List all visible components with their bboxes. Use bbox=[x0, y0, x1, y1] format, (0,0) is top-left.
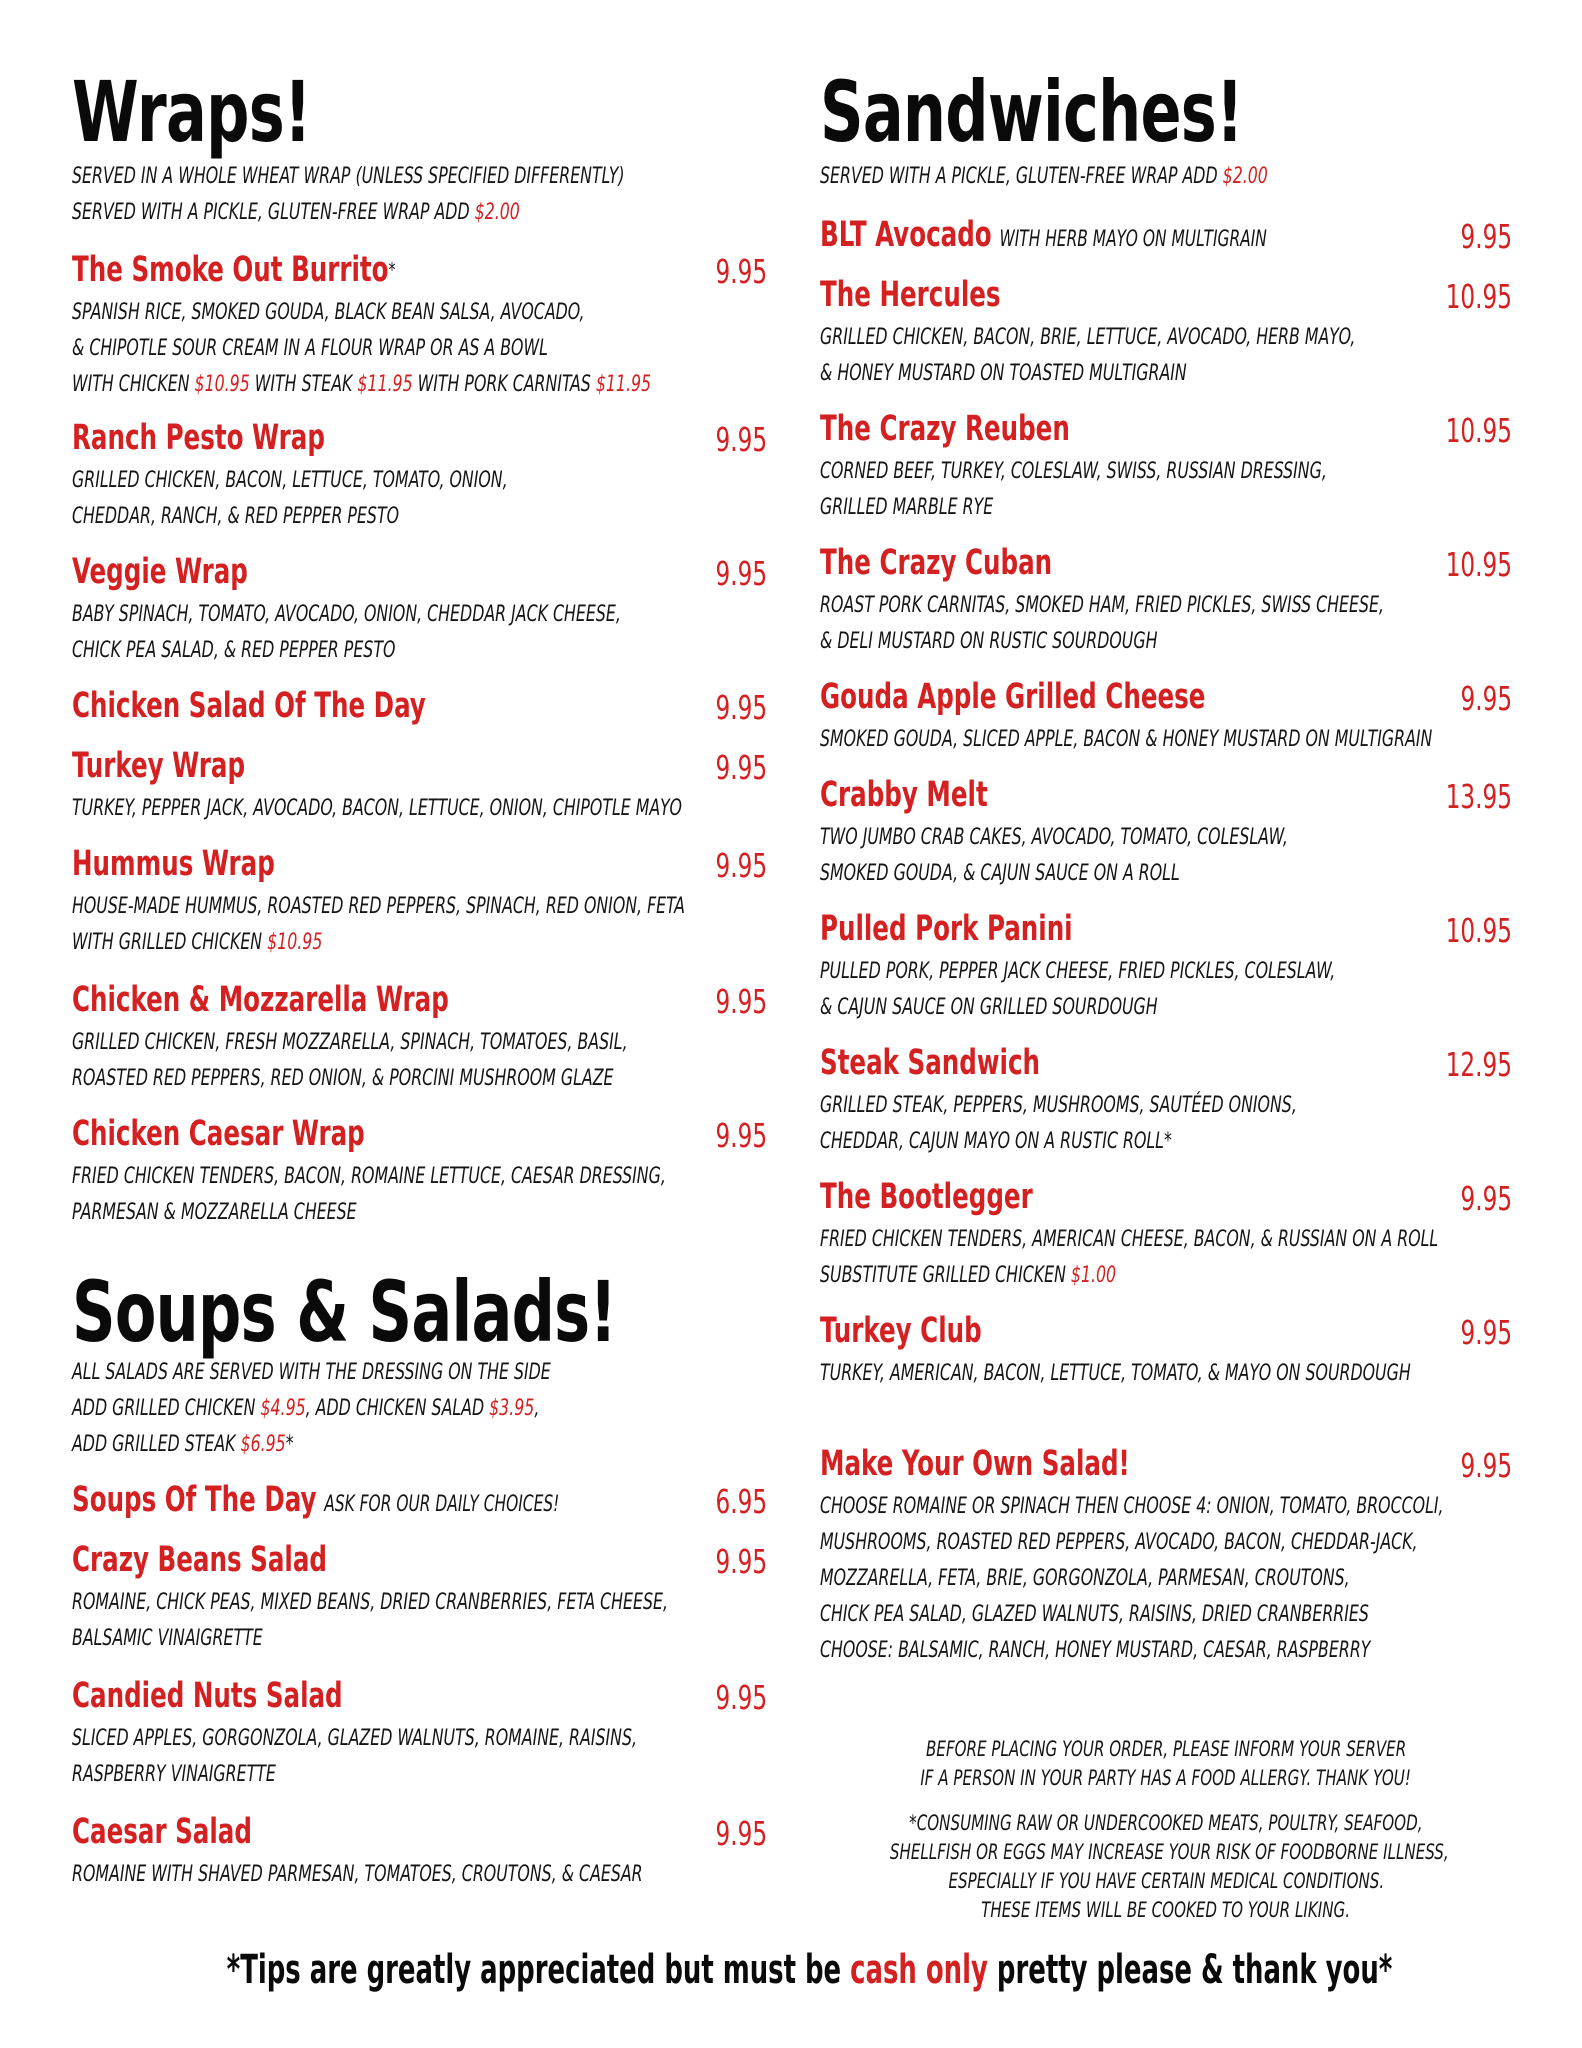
ranch-pesto-wrap-price: 9.95 bbox=[715, 420, 767, 459]
chicken-caesar-wrap-desc-2: PARMESAN & MOZZARELLA CHEESE bbox=[72, 1199, 357, 1225]
steak-sandwich-title: Steak Sandwich bbox=[820, 1043, 1041, 1083]
tips-banner bbox=[0, 1945, 1582, 1995]
gouda-apple-grilled-cheese-desc-1: SMOKED GOUDA, SLICED APPLE, BACON & HONEY MUSTARD ON MULTIGRAIN bbox=[820, 726, 1433, 752]
crabby-melt-desc-2: SMOKED GOUDA, & CAJUN SAUCE ON A ROLL bbox=[820, 860, 1180, 886]
pulled-pork-panini-title: Pulled Pork Panini bbox=[820, 909, 1073, 949]
ranch-pesto-wrap-title: Ranch Pesto Wrap bbox=[72, 418, 325, 458]
chicken-caesar-wrap-desc-1: FRIED CHICKEN TENDERS, BACON, ROMAINE LETTUCE, CAESAR DRESSING, bbox=[72, 1163, 666, 1189]
consume-note-line-3: ESPECIALLY IF YOU HAVE CERTAIN MEDICAL CONDITIONS. bbox=[948, 1869, 1384, 1893]
crabby-melt-title: Crabby Melt bbox=[820, 775, 988, 815]
hercules-desc-2: & HONEY MUSTARD ON TOASTED MULTIGRAIN bbox=[820, 360, 1187, 386]
turkey-club-title: Turkey Club bbox=[820, 1311, 982, 1351]
chicken-caesar-wrap-title: Chicken Caesar Wrap bbox=[72, 1114, 365, 1154]
bootlegger-price: 9.95 bbox=[1460, 1179, 1512, 1218]
make-your-own-salad-title: Make Your Own Salad! bbox=[820, 1444, 1130, 1484]
crazy-reuben-title: The Crazy Reuben bbox=[820, 409, 1070, 449]
soups-of-the-day-title: Soups Of The Day ASK FOR OUR DAILY CHOICES! bbox=[72, 1480, 560, 1520]
soups-salads-heading: Soups & Salads! bbox=[72, 1263, 617, 1361]
crazy-reuben-desc-2: GRILLED MARBLE RYE bbox=[820, 494, 994, 520]
crazy-beans-salad-price: 9.95 bbox=[715, 1542, 767, 1581]
crazy-beans-salad-title: Crazy Beans Salad bbox=[72, 1540, 327, 1580]
turkey-club-desc-1: TURKEY, AMERICAN, BACON, LETTUCE, TOMATO, & MAYO ON SOURDOUGH bbox=[820, 1360, 1411, 1386]
blt-avocado-title: BLT Avocado WITH HERB MAYO ON MULTIGRAIN bbox=[820, 215, 1267, 255]
smoke-out-burrito-title: The Smoke Out Burrito* bbox=[72, 250, 396, 290]
allergy-note-line-2: IF A PERSON IN YOUR PARTY HAS A FOOD ALLERGY. THANK YOU! bbox=[920, 1766, 1412, 1790]
candied-nuts-salad-desc-1: SLICED APPLES, GORGONZOLA, GLAZED WALNUTS, ROMAINE, RAISINS, bbox=[72, 1725, 638, 1751]
make-your-own-salad-price: 9.95 bbox=[1460, 1446, 1512, 1485]
turkey-wrap-price: 9.95 bbox=[715, 748, 767, 787]
steak-sandwich-desc-2: CHEDDAR, CAJUN MAYO ON A RUSTIC ROLL* bbox=[820, 1128, 1172, 1154]
crazy-cuban-title: The Crazy Cuban bbox=[820, 543, 1053, 583]
wraps-heading: Wraps! bbox=[72, 63, 311, 161]
veggie-wrap-title: Veggie Wrap bbox=[72, 552, 248, 592]
pulled-pork-panini-desc-2: & CAJUN SAUCE ON GRILLED SOURDOUGH bbox=[820, 994, 1158, 1020]
turkey-wrap-title: Turkey Wrap bbox=[72, 746, 246, 786]
turkey-club-price: 9.95 bbox=[1460, 1313, 1512, 1352]
ranch-pesto-wrap-desc-1: GRILLED CHICKEN, BACON, LETTUCE, TOMATO, ONION, bbox=[72, 467, 508, 493]
crazy-reuben-price: 10.95 bbox=[1445, 411, 1512, 450]
soups-note-2: ADD GRILLED CHICKEN $4.95, ADD CHICKEN SALAD $3.95, bbox=[72, 1395, 540, 1421]
hummus-wrap-title: Hummus Wrap bbox=[72, 844, 275, 884]
crazy-beans-salad-desc-2: BALSAMIC VINAIGRETTE bbox=[72, 1625, 263, 1651]
crabby-melt-price: 13.95 bbox=[1445, 777, 1512, 816]
ranch-pesto-wrap-desc-2: CHEDDAR, RANCH, & RED PEPPER PESTO bbox=[72, 503, 400, 529]
wraps-note-2: SERVED WITH A PICKLE, GLUTEN-FREE WRAP ADD $2.00 bbox=[72, 199, 520, 225]
chicken-mozzarella-wrap-desc-1: GRILLED CHICKEN, FRESH MOZZARELLA, SPINACH, TOMATOES, BASIL, bbox=[72, 1029, 628, 1055]
soups-note-1: ALL SALADS ARE SERVED WITH THE DRESSING ON THE SIDE bbox=[72, 1359, 551, 1385]
make-your-own-salad-desc-1: CHOOSE ROMAINE OR SPINACH THEN CHOOSE 4: ONION, TOMATO, BROCCOLI, bbox=[820, 1493, 1444, 1519]
consume-note-line-4: THESE ITEMS WILL BE COOKED TO YOUR LIKING. bbox=[981, 1898, 1351, 1922]
gouda-apple-grilled-cheese-price: 9.95 bbox=[1460, 679, 1512, 718]
chicken-mozzarella-wrap-desc-2: ROASTED RED PEPPERS, RED ONION, & PORCINI MUSHROOM GLAZE bbox=[72, 1065, 614, 1091]
veggie-wrap-desc-1: BABY SPINACH, TOMATO, AVOCADO, ONION, CHEDDAR JACK CHEESE, bbox=[72, 601, 621, 627]
steak-sandwich-price: 12.95 bbox=[1445, 1045, 1512, 1084]
bootlegger-desc-2: SUBSTITUTE GRILLED CHICKEN $1.00 bbox=[820, 1262, 1117, 1288]
candied-nuts-salad-price: 9.95 bbox=[715, 1678, 767, 1717]
hummus-wrap-desc-2: WITH GRILLED CHICKEN $10.95 bbox=[72, 929, 323, 955]
soups-note-3: ADD GRILLED STEAK $6.95* bbox=[72, 1431, 294, 1457]
pulled-pork-panini-desc-1: PULLED PORK, PEPPER JACK CHEESE, FRIED PICKLES, COLESLAW, bbox=[820, 958, 1336, 984]
chicken-salad-of-the-day-title: Chicken Salad Of The Day bbox=[72, 686, 426, 726]
sandwiches-note: SERVED WITH A PICKLE, GLUTEN-FREE WRAP ADD $2.00 bbox=[820, 163, 1268, 189]
pulled-pork-panini-price: 10.95 bbox=[1445, 911, 1512, 950]
make-your-own-salad-desc-4: CHICK PEA SALAD, GLAZED WALNUTS, RAISINS, DRIED CRANBERRIES bbox=[820, 1601, 1369, 1627]
caesar-salad-title: Caesar Salad bbox=[72, 1812, 252, 1852]
make-your-own-salad-desc-2: MUSHROOMS, ROASTED RED PEPPERS, AVOCADO, BACON, CHEDDAR-JACK, bbox=[820, 1529, 1418, 1555]
candied-nuts-salad-desc-2: RASPBERRY VINAIGRETTE bbox=[72, 1761, 276, 1787]
tips-text-start: *Tips are greatly appreciated but must be bbox=[226, 1947, 851, 1993]
caesar-salad-desc-1: ROMAINE WITH SHAVED PARMESAN, TOMATOES, CROUTONS, & CAESAR bbox=[72, 1861, 643, 1887]
consume-note-line-1: *CONSUMING RAW OR UNDERCOOKED MEATS, POULTRY, SEAFOOD, bbox=[909, 1811, 1423, 1835]
sandwiches-heading: Sandwiches! bbox=[820, 63, 1243, 161]
chicken-caesar-wrap-price: 9.95 bbox=[715, 1116, 767, 1155]
crabby-melt-desc-1: TWO JUMBO CRAB CAKES, AVOCADO, TOMATO, COLESLAW, bbox=[820, 824, 1288, 850]
crazy-reuben-desc-1: CORNED BEEF, TURKEY, COLESLAW, SWISS, RUSSIAN DRESSING, bbox=[820, 458, 1327, 484]
caesar-salad-price: 9.95 bbox=[715, 1814, 767, 1853]
cash-only-text: cash only bbox=[850, 1947, 988, 1993]
consume-note-line-2: SHELLFISH OR EGGS MAY INCREASE YOUR RISK OF FOODBORNE ILLNESS, bbox=[889, 1840, 1449, 1864]
crazy-cuban-price: 10.95 bbox=[1445, 545, 1512, 584]
chicken-mozzarella-wrap-title: Chicken & Mozzarella Wrap bbox=[72, 980, 449, 1020]
make-your-own-salad-desc-5: CHOOSE: BALSAMIC, RANCH, HONEY MUSTARD, CAESAR, RASPBERRY bbox=[820, 1637, 1371, 1663]
veggie-wrap-desc-2: CHICK PEA SALAD, & RED PEPPER PESTO bbox=[72, 637, 396, 663]
gouda-apple-grilled-cheese-title: Gouda Apple Grilled Cheese bbox=[820, 677, 1206, 717]
smoke-out-burrito-desc-1: SPANISH RICE, SMOKED GOUDA, BLACK BEAN SALSA, AVOCADO, bbox=[72, 299, 585, 325]
bootlegger-title: The Bootlegger bbox=[820, 1177, 1033, 1217]
veggie-wrap-price: 9.95 bbox=[715, 554, 767, 593]
soups-of-the-day-price: 6.95 bbox=[715, 1482, 767, 1521]
wraps-note-1: SERVED IN A WHOLE WHEAT WRAP (UNLESS SPECIFIED DIFFERENTLY) bbox=[72, 163, 625, 189]
crazy-cuban-desc-2: & DELI MUSTARD ON RUSTIC SOURDOUGH bbox=[820, 628, 1158, 654]
hercules-desc-1: GRILLED CHICKEN, BACON, BRIE, LETTUCE, AVOCADO, HERB MAYO, bbox=[820, 324, 1356, 350]
steak-sandwich-desc-1: GRILLED STEAK, PEPPERS, MUSHROOMS, SAUTÉED ONIONS, bbox=[820, 1092, 1297, 1118]
chicken-mozzarella-wrap-price: 9.95 bbox=[715, 982, 767, 1021]
smoke-out-burrito-desc-2: & CHIPOTLE SOUR CREAM IN A FLOUR WRAP OR AS A BOWL bbox=[72, 335, 548, 361]
chicken-salad-of-the-day-price: 9.95 bbox=[715, 688, 767, 727]
candied-nuts-salad-title: Candied Nuts Salad bbox=[72, 1676, 343, 1716]
hercules-price: 10.95 bbox=[1445, 277, 1512, 316]
tips-text-end: pretty please & thank you* bbox=[987, 1947, 1393, 1993]
allergy-note-line-1: BEFORE PLACING YOUR ORDER, PLEASE INFORM YOUR SERVER bbox=[925, 1737, 1407, 1761]
smoke-out-burrito-options: WITH CHICKEN $10.95 WITH STEAK $11.95 WITH PORK CARNITAS $11.95 bbox=[72, 371, 652, 397]
crazy-cuban-desc-1: ROAST PORK CARNITAS, SMOKED HAM, FRIED PICKLES, SWISS CHEESE, bbox=[820, 592, 1385, 618]
bootlegger-desc-1: FRIED CHICKEN TENDERS, AMERICAN CHEESE, BACON, & RUSSIAN ON A ROLL bbox=[820, 1226, 1439, 1252]
hummus-wrap-price: 9.95 bbox=[715, 846, 767, 885]
turkey-wrap-desc-1: TURKEY, PEPPER JACK, AVOCADO, BACON, LETTUCE, ONION, CHIPOTLE MAYO bbox=[72, 795, 682, 821]
smoke-out-burrito-price: 9.95 bbox=[715, 252, 767, 291]
crazy-beans-salad-desc-1: ROMAINE, CHICK PEAS, MIXED BEANS, DRIED CRANBERRIES, FETA CHEESE, bbox=[72, 1589, 669, 1615]
hummus-wrap-desc-1: HOUSE-MADE HUMMUS, ROASTED RED PEPPERS, SPINACH, RED ONION, FETA bbox=[72, 893, 685, 919]
blt-avocado-price: 9.95 bbox=[1460, 217, 1512, 256]
hercules-title: The Hercules bbox=[820, 275, 1001, 315]
make-your-own-salad-desc-3: MOZZARELLA, FETA, BRIE, GORGONZOLA, PARMESAN, CROUTONS, bbox=[820, 1565, 1350, 1591]
